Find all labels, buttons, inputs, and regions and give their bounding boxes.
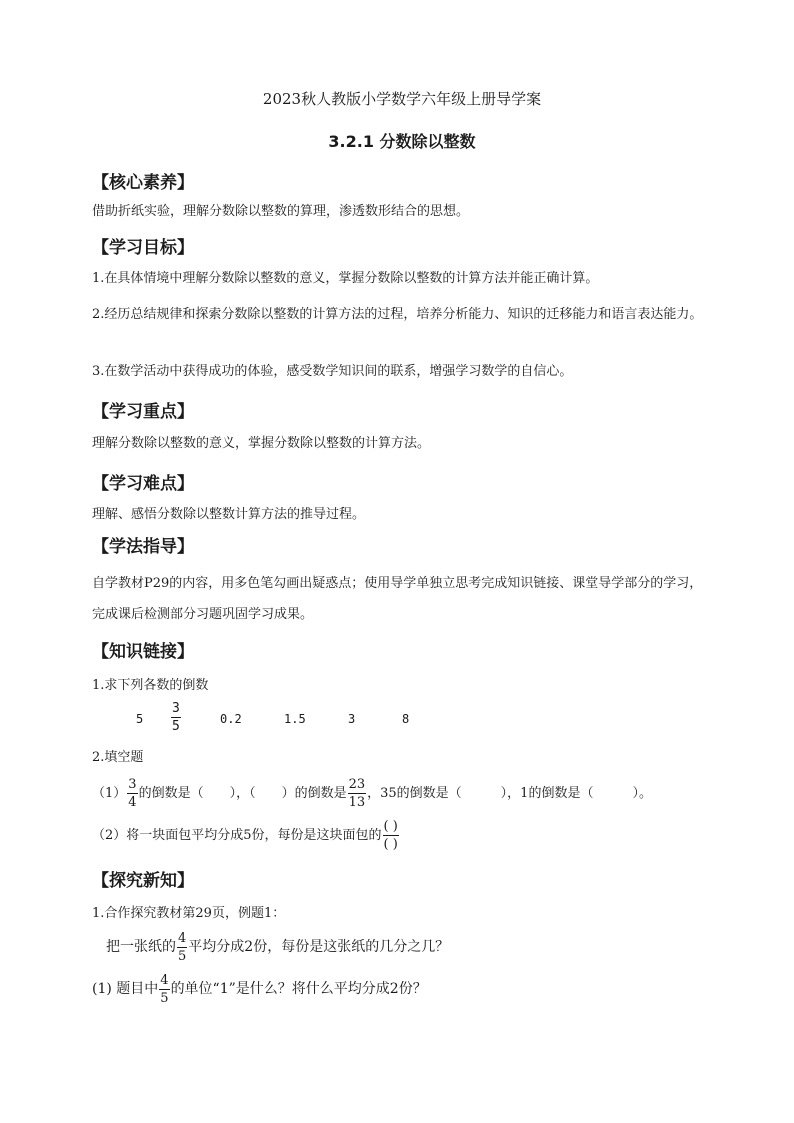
fraction-numerator: 3 <box>128 777 137 792</box>
q2b-text: （2）将一块面包平均分成5份，每份是这块面包的 <box>92 828 382 843</box>
link-q2a <box>92 776 712 812</box>
q2a-part2: ，35的倒数是（ ），1的倒数是（ ）。 <box>367 786 652 801</box>
fraction <box>127 778 137 809</box>
heading-method: 【学法指导】 <box>92 537 194 557</box>
link-q2b <box>92 818 712 854</box>
explore-question-1 <box>92 970 712 1008</box>
heading-link: 【知识链接】 <box>92 642 194 662</box>
lesson-title: 3.2.1 分数除以整数 <box>328 132 476 151</box>
key-text: 理解分数除以整数的意义，掌握分数除以整数的计算方法。 <box>92 436 431 451</box>
recip-fraction <box>171 702 181 733</box>
link-q1: 1.求下列各数的倒数 <box>92 678 209 693</box>
recip-item: 1.5 <box>284 712 306 726</box>
fraction-numerator: 4 <box>178 930 187 946</box>
fraction-denominator: 4 <box>128 795 137 810</box>
example-pre: 把一张纸的 <box>106 939 176 955</box>
example-post: 平均分成2份，每份是这张纸的几分之几？ <box>188 939 450 955</box>
fraction-denominator: 13 <box>348 795 366 810</box>
goal-item-2: 2.经历总结规律和探索分数除以整数的计算方法的过程，培养分析能力、知识的迁移能力和语言表达能力。 <box>92 307 703 322</box>
recip-item: 0.2 <box>220 712 242 726</box>
heading-core: 【核心素养】 <box>92 173 194 193</box>
heading-explore: 【探究新知】 <box>92 871 194 891</box>
recip-item: 5 <box>136 712 144 726</box>
method-text: 自学教材P29的内容，用多色笔勾画出疑惑点；使用导学单独立思考完成知识链接、课堂导学部分的学习，完成课后检测部分习题巩固学习成果。 <box>92 576 703 622</box>
explore-item-1: 1.合作探究教材第29页，例题1： <box>92 906 286 921</box>
example-problem <box>106 928 726 966</box>
recip-item: 8 <box>402 712 410 726</box>
question-post: 的单位“1”是什么？将什么平均分成2份？ <box>170 981 427 997</box>
fraction <box>177 932 187 963</box>
goal-item-1: 1.在具体情境中理解分数除以整数的意义，掌握分数除以整数的计算方法并能正确计算。 <box>92 271 599 286</box>
document-title: 2023秋人教版小学数学六年级上册导学案 <box>262 90 542 108</box>
fraction-denominator: ( ) <box>383 837 398 852</box>
heading-key: 【学习重点】 <box>92 402 194 422</box>
question-pre: (1) 题目中 <box>92 981 159 997</box>
goal-item-3: 3.在数学活动中获得成功的体验，感受数学知识间的联系，增强学习数学的自信心。 <box>92 364 573 379</box>
fraction-numerator: 4 <box>160 972 169 988</box>
fraction <box>159 974 169 1005</box>
heading-goals: 【学习目标】 <box>92 238 194 258</box>
fraction-denominator: 5 <box>178 948 187 964</box>
recip-item: 3 <box>348 712 356 726</box>
fraction-denominator: 5 <box>172 719 180 734</box>
fraction-numerator: 3 <box>172 701 180 716</box>
core-text: 借助折纸实验，理解分数除以整数的算理，渗透数形结合的思想。 <box>92 204 470 219</box>
fraction-blank <box>383 820 399 851</box>
difficulty-text: 理解、感悟分数除以整数计算方法的推导过程。 <box>92 507 366 522</box>
q2a-prefix: （1） <box>92 786 127 801</box>
heading-difficulty: 【学习难点】 <box>92 474 194 494</box>
link-q2: 2.填空题 <box>92 750 144 765</box>
fraction-denominator: 5 <box>160 990 169 1006</box>
fraction-numerator: 23 <box>348 777 366 792</box>
fraction <box>348 778 367 809</box>
q2a-part1: 的倒数是（ ），（ ）的倒数是 <box>138 786 347 801</box>
fraction-numerator: ( ) <box>383 819 398 834</box>
